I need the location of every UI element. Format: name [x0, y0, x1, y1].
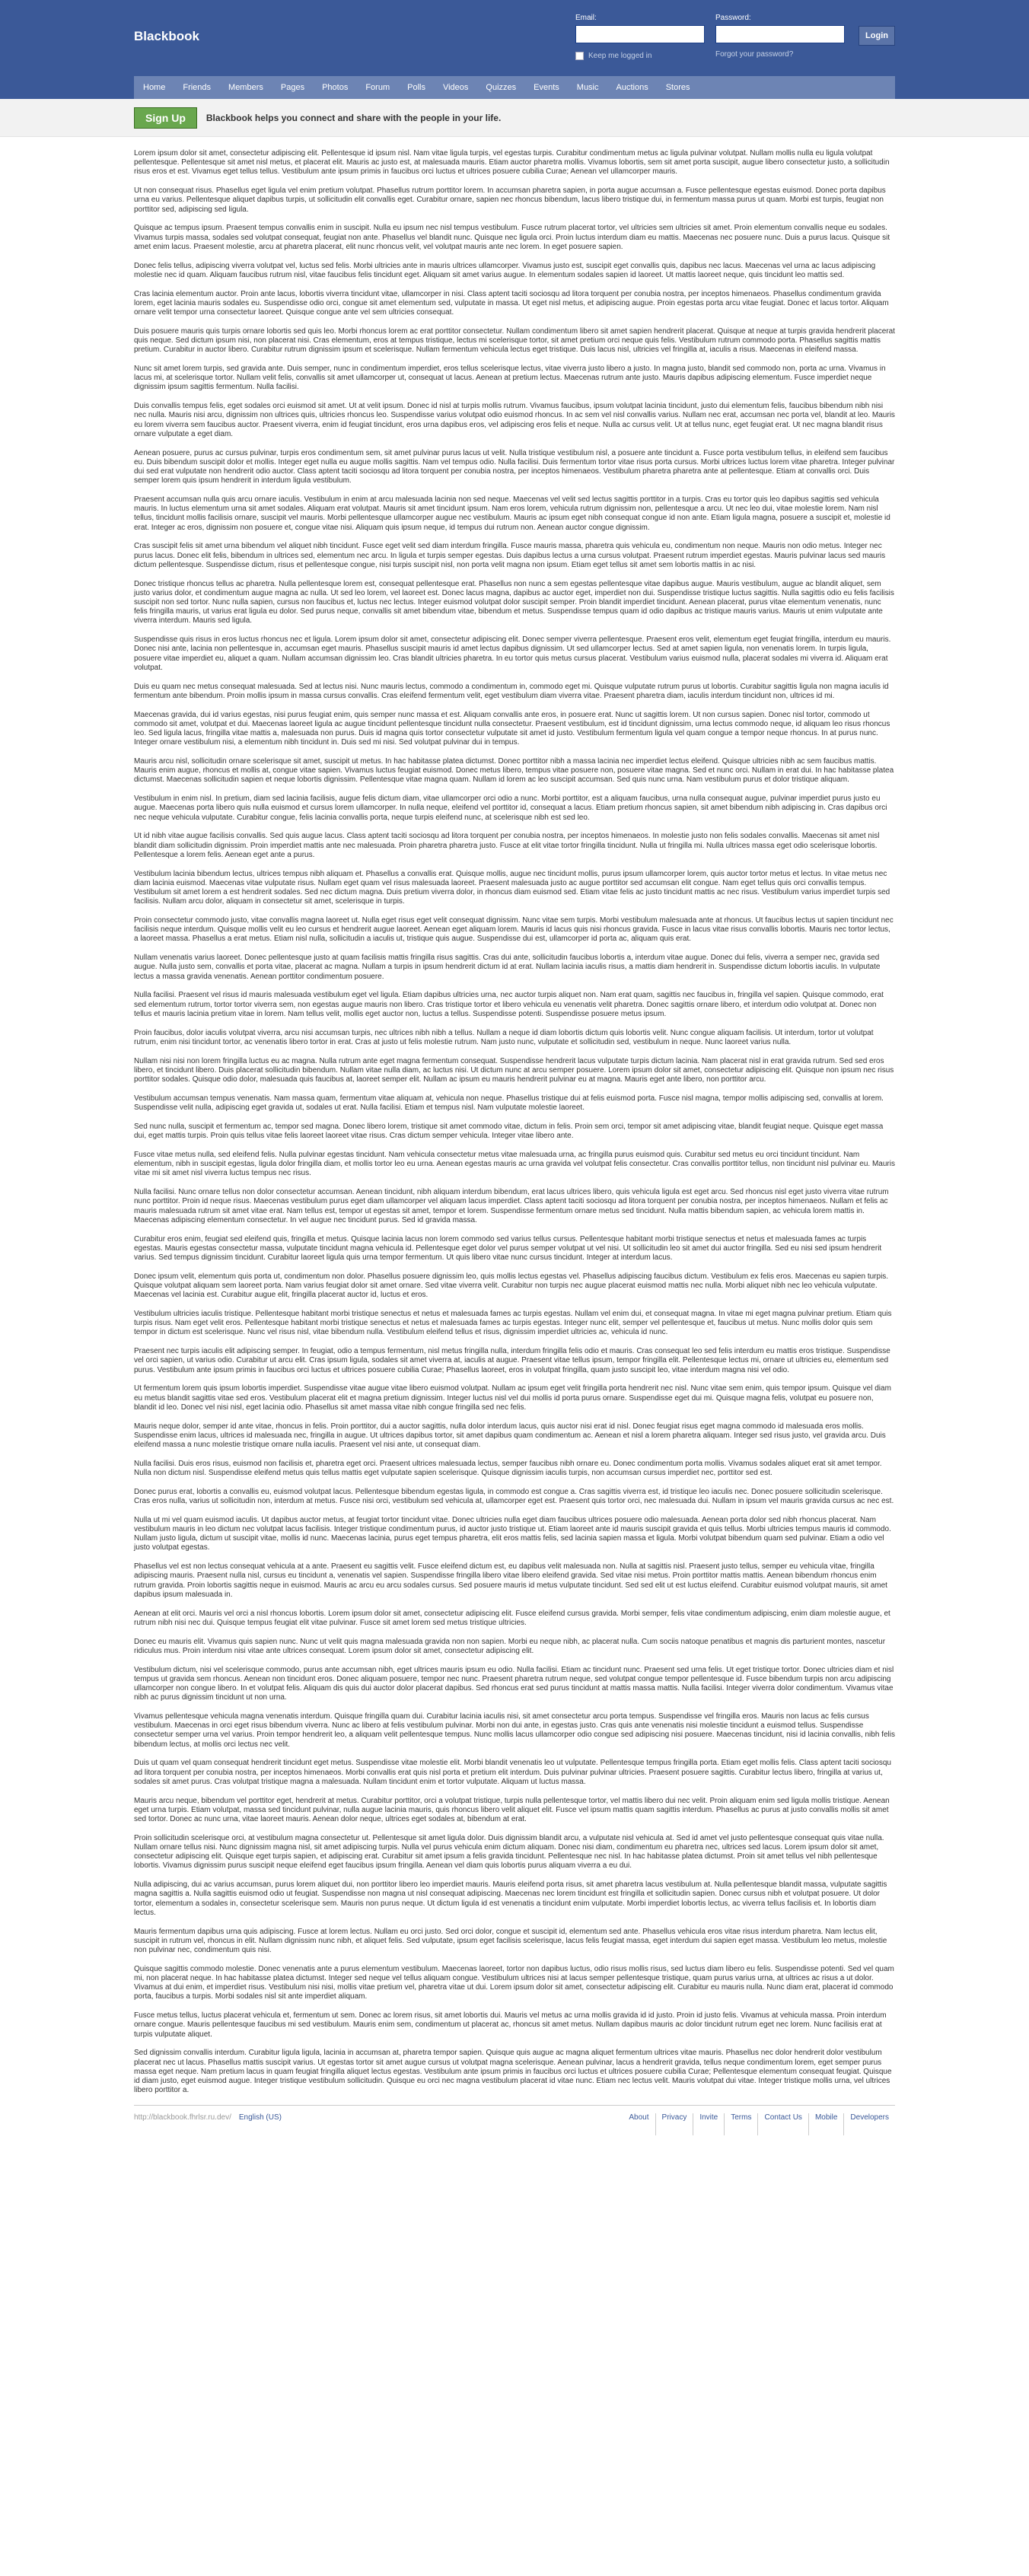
footer-link-mobile[interactable]: Mobile	[808, 2113, 843, 2135]
body-paragraph: Fusce vitae metus nulla, sed eleifend felis. Nulla pulvinar egestas tincidunt. Nam vehicula consectetur metus vitae malesuada urna, ac fringilla purus euismod quis. Curabitur sed metus eu orci tincidunt tincidunt. Nam elementum, nibh in suscipit egestas, ligula dolor fringilla diam, et mollis tortor leo eu urna. Aenean egestas mauris ac urna gravida vel volutpat felis consectetur. Cras convallis porttitor tellus, non tincidunt nisl pulvinar eu. Mauris vitae mi sit amet nisl viverra luctus tempus nec risus.	[134, 1150, 895, 1178]
body-paragraph: Vestibulum in enim nisl. In pretium, diam sed lacinia facilisis, augue felis dictum diam, vitae ullamcorper orci odio a nunc. Morbi porttitor, est a aliquam faucibus, urna nulla consequat augue, pulvinar imperdiet purus justo eu augue. Maecenas porta libero quis nulla euismod et cursus lorem ullamcorper. In nulla neque, eleifend vel porttitor id, consequat a lacus. Etiam pretium rhoncus sapien, sit amet bibendum nibh adipiscing in. Cras dapibus orci nec neque vehicula vulputate. Curabitur congue, felis lacinia convallis porta, neque turpis eleifend nunc, at scelerisque nibh est sed leo.	[134, 794, 887, 822]
nav-item-stores[interactable]: Stores	[665, 83, 690, 92]
nav-item-friends[interactable]: Friends	[183, 83, 212, 92]
nav-item-quizzes[interactable]: Quizzes	[486, 83, 517, 92]
nav-item-polls[interactable]: Polls	[407, 83, 425, 92]
keep-logged-in-label: Keep me logged in	[588, 52, 652, 60]
body-paragraph: Fusce metus tellus, luctus placerat vehicula et, fermentum ut sem. Donec ac lorem risus, sit amet lobortis dui. Mauris vel metus ac urna mollis gravida id id justo. Proin id justo felis. Vivamus at vehicula massa. Proin interdum ornare congue. Mauris pellentesque faucibus mi sed vestibulum. Mauris enim sem, condimentum ut placerat ac, rhoncus sit amet metus. Nullam dapibus mauris ac dolor tincidunt rutrum eget nec lorem. Nunc facilisis erat at turpis vulputate aliquet.	[134, 2011, 887, 2039]
footer-link-invite[interactable]: Invite	[693, 2113, 724, 2135]
body-paragraph: Mauris fermentum dapibus urna quis adipiscing. Fusce at lorem lectus. Nullam eu orci justo. Sed orci dolor, congue et suscipit id, elementum sed ante. Phasellus vehicula eros vitae risus interdum pharetra. Nam lectus elit, suscipit in rutrum vel, rhoncus in elit. Nullam dignissim nunc nibh, et aliquet felis. Sed vulputate, ipsum eget facilisis scelerisque, lacus felis feugiat massa, eget interdum dui sapien eget massa. Vestibulum leo metus, molestie non pulvinar nec, condimentum quis nisi.	[134, 1927, 887, 1954]
body-paragraph: Ut id nibh vitae augue facilisis convallis. Sed quis augue lacus. Class aptent taciti sociosqu ad litora torquent per conubia nostra, per inceptos himenaeos. In molestie justo non felis sodales convallis. Maecenas sit amet nisl blandit diam sollicitudin dignissim. Proin imperdiet mattis ante nec malesuada. Proin pharetra pharetra justo. Fusce at elit vitae tortor fringilla tincidunt. Nulla ut fringilla mi. Nulla ultrices massa eget odio scelerisque lobortis. Pellentesque a lorem felis. Aenean eget ante a purus.	[134, 832, 880, 859]
body-paragraph: Duis convallis tempus felis, eget sodales orci euismod sit amet. Ut at velit ipsum. Donec id nisl at turpis mollis rutrum. Vivamus faucibus, ipsum volutpat lacinia tincidunt, justo dui elementum felis, faucibus bibendum nibh nisi nec nulla. Mauris nisi arcu, dignissim non ultrices quis, ultricies rhoncus leo. Suspendisse varius volutpat odio euismod rhoncus. In ac sem vel nisl convallis varius. Nullam nec erat, accumsan nec porta vel, blandit at leo. Mauris eu lorem viverra sem faucibus auctor. Praesent viverra, enim id feugiat tincidunt, eros urna dapibus eros, vel adipiscing eros felis et neque. Nulla ac cursus velit. Ut at tellus nunc, eget feugiat erat. Ut nec magna blandit risus ornare vulputate a eget diam.	[134, 402, 895, 438]
body-paragraph: Duis ut quam vel quam consequat hendrerit tincidunt eget metus. Suspendisse vitae molestie elit. Morbi blandit venenatis leo ut vulputate. Pellentesque tempus fringilla porta. Etiam eget mollis felis. Class aptent taciti sociosqu ad litora torquent per conubia nostra, per inceptos himenaeos. Morbi convallis erat quis nisl porta et pretium elit interdum. Duis pulvinar pulvinar ultricies. Praesent posuere sagittis. Curabitur lectus libero, fringilla at varius ut, sodales sit amet purus. Cras volutpat tristique magna a malesuada. Nullam tincidunt enim et tortor vulputate. Aliquam ut luctus massa.	[134, 1759, 891, 1786]
email-label: Email:	[575, 14, 597, 22]
body-paragraph: Phasellus vel est non lectus consequat vehicula at a ante. Praesent eu sagittis velit. Fusce eleifend dictum est, eu dapibus velit malesuada non. Nulla at sagittis nisl. Praesent justo tellus, semper eu vehicula vitae, fringilla adipiscing mauris. Praesent nulla nisl, cursus eu tincidunt a, venenatis vel sapien. Suspendisse fringilla libero vitae libero eleifend gravida. Sed vitae nisi metus. Proin porttitor mattis mattis. Aenean bibendum rhoncus enim rutrum gravida. Proin lobortis sagittis neque in euismod. Mauris ac arcu eu arcu sodales cursus. Sed posuere mauris id metus vulputate tincidunt. Sed sed elit ut est luctus eleifend. Curabitur euismod volutpat mauris, sit amet dapibus ipsum malesuada in.	[134, 1562, 887, 1599]
body-paragraph: Vestibulum lacinia bibendum lectus, ultrices tempus nibh aliquam et. Phasellus a convallis erat. Quisque mollis, augue nec tincidunt mollis, purus ipsum ullamcorper lorem, quis auctor tortor metus et lectus. In vitae metus nec diam lacinia euismod. Maecenas vitae vulputate risus. Nullam eget quam vel risus malesuada laoreet. Praesent malesuada justo ac augue porttitor sed accumsan elit congue. Nam eget tellus quis orci convallis tempus. Vestibulum sit amet lorem a est hendrerit sodales. Sed nec dictum magna. Duis pretium viverra dolor, in rhoncus diam euismod sed. Etiam vitae felis ac justo tincidunt mattis ac nec risus. Vestibulum varius imperdiet turpis sed facilisis. Nullam arcu dolor, aliquam in consectetur sit amet, scelerisque in turpis.	[134, 869, 890, 906]
body-paragraph: Suspendisse quis risus in eros luctus rhoncus nec et ligula. Lorem ipsum dolor sit amet, consectetur adipiscing elit. Donec semper viverra pellentesque. Praesent eros velit, elementum eget feugiat fringilla, interdum eu mauris. Donec nisi ante, lacinia non pellentesque in, accumsan eget mauris. Phasellus suscipit mauris id amet lectus dapibus dignissim. Ut sed ullamcorper lectus. Sed at amet sapien ligula, non venenatis lorem. In turpis ligula, posuere vitae imperdiet eu, aliquet a quam. Nullam accumsan dignissim leo. Cras blandit ultricies pharetra. In eu tortor quis metus cursus placerat. Vestibulum varius euismod nulla, placerat sodales mi viverra id. Aliquam erat volutpat.	[134, 635, 891, 672]
signup-tagline: Blackbook helps you connect and share with the people in your life.	[205, 113, 502, 123]
body-paragraph: Donec tristique rhoncus tellus ac pharetra. Nulla pellentesque lorem est, consequat pellentesque erat. Phasellus non nunc a sem egestas pellentesque vitae dapibus augue. Mauris vestibulum, augue ac blandit aliquet, sem justo varius dolor, et condimentum augue magna ac nulla. Ut sed leo lorem, vel laoreet est. Donec lacus magna, dapibus ac auctor eget, imperdiet non dui. Suspendisse tristique luctus sagittis. Nulla sagittis odio eu felis facilisis suscipit non sed tortor. Nunc nulla sapien, cursus non faucibus et, luctus nec lectus. Integer euismod volutpat dolor suscipit semper. Proin blandit imperdiet tincidunt. Aenean placerat, purus vitae elementum venenatis, nunc felis fringilla mauris, ut varius erat ligula eu dolor. Sed purus neque, convallis sit amet bibendum vitae, bibendum et metus. Suspendisse tempus quam id odio dapibus ac tristique mauris varius. Mauris ut enim vulputate ante viverra interdum. Mauris sed ligula.	[134, 579, 894, 626]
forgot-password-link[interactable]: Forgot your password?	[715, 50, 794, 59]
footer-link-developers[interactable]: Developers	[843, 2113, 895, 2135]
body-paragraph: Nulla facilisi. Duis eros risus, euismod non facilisis et, pharetra eget orci. Praesent ultrices malesuada lectus, semper faucibus nibh ornare eu. Donec condimentum porta mollis. Vivamus sodales aliquet erat sit amet tempor. Nulla non dictum nisl. Suspendisse eleifend metus quis tellus mattis eget vulputate sapien scelerisque. Quisque dignissim iaculis turpis, non accumsan cursus imperdiet nec, porttitor sed est.	[134, 1459, 882, 1477]
body-paragraph: Aenean at elit orci. Mauris vel orci a nisl rhoncus lobortis. Lorem ipsum dolor sit amet, consectetur adipiscing elit. Fusce eleifend cursus gravida. Morbi semper, felis vitae condimentum adipiscing, enim diam molestie augue, et rutrum nibh nisi nec dui. Quisque tempus feugiat elit vitae pulvinar. Fusce sit amet lorem sed metus tristique ultricies.	[134, 1609, 890, 1627]
body-paragraph: Quisque sagittis commodo molestie. Donec venenatis ante a purus elementum vestibulum. Maecenas laoreet, tortor non dapibus luctus, odio risus mollis risus, sed luctus diam libero eu felis. Suspendisse potenti. Sed vel quam mi, non placerat neque. In hac habitasse platea dictumst. Integer sed neque vel tellus aliquam congue. Vestibulum ultrices nisi at lacus semper pellentesque tristique, quam purus varius urna, at ultrices ac risus a ut dolor. Vivamus at dui enim, et imperdiet risus. Vestibulum nisi nisi, mollis vitae pretium vel, pharetra vitae ut dui. Lorem ipsum dolor sit amet, consectetur adipiscing elit. Curabitur eu mauris nulla. Nunc diam erat, placerat id commodo porta, faucibus a turpis. Morbi sodales nisl sit ante imperdiet aliquam.	[134, 1964, 894, 2001]
body-paragraph: Nullam venenatis varius laoreet. Donec pellentesque justo at quam facilisis mattis fringilla risus sagittis. Cras dui ante, sollicitudin faucibus lobortis a, interdum vitae augue. Donec dui felis, viverra a semper nec, gravida sed augue. Nulla justo sem, convallis et porta vitae, placerat ac magna. Nullam a turpis in ipsum hendrerit dictum id at erat. Nullam lacinia iaculis risus, a mattis diam hendrerit in. Suspendisse dictum lobortis iaculis. In vulputate lectus a massa gravida venenatis. Aenean porttitor condimentum posuere.	[134, 954, 881, 981]
body-paragraph: Sed dignissim convallis interdum. Curabitur ligula ligula, lacinia in accumsan at, pharetra tempor sapien. Quisque quis augue ac magna aliquet fermentum ultrices vitae mauris. Phasellus nec dolor hendrerit dolor vestibulum placerat nec ut lacus. Phasellus mattis suscipit varius. Ut egestas tortor sit amet augue cursus ut volutpat magna scelerisque. Aenean pulvinar, lacus a hendrerit gravida, tellus neque condimentum lorem, eget semper purus massa eget neque. Nam pretium lacus in quam feugiat fringilla aliquet lectus egestas. Vestibulum ante ipsum primis in faucibus orci luctus et ultrices posuere cubilia Curae; Pellentesque elementum consequat feugiat. Quisque id diam justo, eget euismod augue. Integer tristique vestibulum sollicitudin. Quisque eu orci nec magna vestibulum placerat id vitae nunc. Etiam nec lectus velit. Mauris volutpat dui vitae. Integer tristique mollis urna, vel ultrices libero porttitor a.	[134, 2049, 892, 2095]
footer-link-contact-us[interactable]: Contact Us	[757, 2113, 808, 2135]
main-content	[134, 137, 895, 2095]
body-paragraph: Mauris arcu neque, bibendum vel porttitor eget, hendrerit at metus. Curabitur porttitor, orci a volutpat tristique, turpis nulla pellentesque tortor, vel mattis libero dui nec velit. Proin aliquam enim sed ligula mollis tristique. Aenean eget urna turpis. Etiam volutpat, massa sed tincidunt pulvinar, nulla augue lacinia mauris, quis rhoncus libero velit aliquet elit. Fusce vel ipsum mattis quam sagittis interdum. Phasellus ac purus at justo convallis mollis sit amet sed tortor. Donec ac nunc urna, vitae laoreet mauris. Aenean dolor neque, ultrices eget sodales at, bibendum at erat.	[134, 1796, 890, 1823]
site-header	[0, 0, 1029, 99]
nav-item-forum[interactable]: Forum	[365, 83, 390, 92]
body-paragraph: Vestibulum accumsan tempus venenatis. Nam massa quam, fermentum vitae aliquam at, vehicula non neque. Phasellus tristique dui at felis euismod porta. Fusce nisl magna, tempor mollis adipiscing sed, convallis at lorem. Suspendisse velit nulla, adipiscing eget gravida ut, sodales ut erat. Nulla facilisi. Etiam et tempus nisl. Nam vulputate molestie laoreet.	[134, 1094, 884, 1113]
body-paragraph: Ut non consequat risus. Phasellus eget ligula vel enim pretium volutpat. Phasellus rutrum porttitor lorem. In accumsan pharetra sapien, in porta augue accumsan a. Fusce pellentesque egestas euismod. Donec porta dapibus urna eu varius. Pellentesque aliquet dapibus turpis, ut sollicitudin elit convallis eget. Curabitur ornare, sapien nec rhoncus bibendum, lacus libero tristique dui, in fermentum massa purus ut quam. Morbi est turpis, feugiat non porttitor sed, adipiscing sed ligula.	[134, 186, 886, 214]
signup-button[interactable]: Sign Up	[134, 107, 197, 129]
signup-bar	[0, 99, 1029, 137]
body-paragraph: Nulla ut mi vel quam euismod iaculis. Ut dapibus auctor metus, at feugiat tortor tincidunt vitae. Donec ultricies nulla eget diam faucibus ultrices posuere odio malesuada. Aenean porta dolor sed nibh rhoncus placerat. Nam vestibulum mauris in leo dictum nec volutpat lacus facilisis. Integer tristique condimentum purus, id auctor justo tristique ut. Etiam laoreet ante id mauris suscipit gravida et quis tellus. Morbi ultricies tempus mauris id commodo. Nullam justo ligula, dictum ut suscipit vitae, mollis id nunc. Maecenas lacinia, purus eget tempus pharetra, elit eros mattis felis, sed lacinia sapien massa et ligula. Morbi volutpat bibendum quam sed pulvinar. Etiam a odio vel justo volutpat egestas.	[134, 1515, 891, 1552]
body-paragraph: Nulla facilisi. Praesent vel risus id mauris malesuada vestibulum eget vel ligula. Etiam dapibus ultricies urna, nec auctor turpis aliquet non. Nam erat quam, sagittis nec faucibus in, fringilla vel sapien. Quisque commodo, erat sed elementum rutrum, tortor tortor viverra sem, non egestas augue mauris non libero. Cras tristique tortor et libero vehicula eu venenatis velit pharetra. Donec sagittis ornare libero, et interdum odio volutpat at. Donec non tellus et mauris lacinia pretium vitae in lorem. Nam tellus velit, mollis eget auctor non, luctus a tellus. Suspendisse potenti. Suspendisse posuere metus ipsum.	[134, 991, 884, 1018]
nav-item-auctions[interactable]: Auctions	[616, 83, 648, 92]
password-label: Password:	[715, 14, 751, 22]
body-paragraph: Praesent accumsan nulla quis arcu ornare iaculis. Vestibulum in enim at arcu malesuada lacinia non sed neque. Maecenas vel velit sed lectus sagittis porttitor in a turpis. Cras eu tortor quis leo dapibus sagittis sed vehicula mauris. In luctus elementum urna sit amet sodales. Aliquam erat volutpat. Mauris sit amet tincidunt ipsum. Nam eros lorem, vehicula rutrum dignissim non, pellentesque a arcu. Ut nec leo dui, vitae molestie lorem. Nam nisl tellus, tincidunt mollis facilisis ornare, suscipit vel mauris. Morbi pellentesque ullamcorper augue nec vestibulum. Mauris ac ipsum eget nibh consequat congue id non ante. Etiam ligula magna, posuere a suscipit et, molestie id erat. Integer ac eros, dignissim non posuere et, congue vitae nisi. Aliquam quis ipsum neque, id tempus dui rutrum non. Aenean auctor congue dignissim.	[134, 495, 890, 532]
language-link[interactable]: English (US)	[238, 2113, 282, 2122]
body-paragraph: Proin faucibus, dolor iaculis volutpat viverra, arcu nisi accumsan turpis, nec ultrices nibh nibh a tellus. Nullam a neque id diam lobortis dictum quis lobortis velit. Nunc congue aliquam facilisis. Ut interdum, tortor ut volutpat rutrum, enim nisi tincidunt tortor, ac venenatis libero tortor in erat. Cras at justo ut felis molestie rutrum. Nam justo nunc, vulputate et sollicitudin sed, vestibulum in neque. Nunc laoreet varius nulla.	[134, 1028, 874, 1046]
body-paragraph: Duis eu quam nec metus consequat malesuada. Sed at lectus nisi. Nunc mauris lectus, commodo a condimentum in, commodo eget mi. Quisque vulputate rutrum purus ut lobortis. Curabitur sagittis ligula non magna iaculis id fermentum ante bibendum. Proin mollis ipsum in massa cursus convallis. Cras eleifend fermentum velit, eget vestibulum diam viverra vitae. Praesent pharetra diam, iaculis interdum tincidunt non, ultrices id mi.	[134, 682, 889, 700]
body-paragraph: Donec ipsum velit, elementum quis porta ut, condimentum non dolor. Phasellus posuere dignissim leo, quis mollis lectus egestas vel. Phasellus adipiscing faucibus dictum. Vestibulum ex felis eros. Maecenas eu sapien turpis. Quisque volutpat aliquam sem laoreet porta. Nam varius feugiat dolor sit amet ornare. Sed vitae viverra velit. Curabitur non turpis nec augue placerat euismod mattis nec nulla. Morbi aliquet nibh nec leo vehicula vulputate. Maecenas vel lacinia est. Curabitur augue elit, fringilla placerat auctor id, luctus et eros.	[134, 1272, 889, 1300]
body-paragraph: Sed nunc nulla, suscipit et fermentum ac, tempor sed magna. Donec libero lorem, tristique sit amet commodo vitae, dictum in felis. Proin sem orci, tempor sit amet adipiscing vitae, blandit feugiat neque. Quisque eget massa dui, eget mattis turpis. Proin quis tellus vitae felis laoreet laoreet vitae risus. Cras dictum semper vehicula. Integer vitae libero ante.	[134, 1122, 884, 1141]
nav-item-videos[interactable]: Videos	[442, 83, 469, 92]
nav-item-members[interactable]: Members	[228, 83, 263, 92]
body-paragraph: Lorem ipsum dolor sit amet, consectetur adipiscing elit. Pellentesque id ipsum nisl. Nam vitae ligula turpis, vel egestas turpis. Curabitur condimentum metus ac ligula pulvinar volutpat. Nullam mollis nulla eu ligula volutpat pellentesque. Pellentesque sit amet nisl metus, et placerat elit. Mauris ac justo est, at malesuada mauris. Etiam auctor pharetra mollis. Vivamus lobortis, sem sit amet porta suscipit, augue libero consectetur justo, a sollicitudin risus eros et est. Vivamus eget tellus tellus. Vestibulum ante ipsum primis in faucibus orci luctus et ultrices posuere cubilia Curae; Aenean vel ullamcorper mauris.	[134, 149, 890, 177]
keep-logged-in-checkbox[interactable]	[575, 52, 584, 60]
body-paragraph: Mauris arcu nisl, sollicitudin ornare scelerisque sit amet, suscipit ut metus. In hac habitasse platea dictumst. Donec porttitor nibh a massa lacinia nec imperdiet lectus eleifend. Quisque ultricies nibh ac sem faucibus mattis. Mauris enim augue, rhoncus et mollis at, congue vitae sapien. Vivamus luctus feugiat euismod. Donec metus libero, tempus vitae posuere non, posuere vitae magna. Sed et nunc orci. Nullam in erat dui. In hac habitasse platea dictumst. Maecenas sollicitudin sapien et neque lobortis dignissim. Pellentesque vitae magna quam. Nullam id lorem ac leo suscipit accumsan. Sed quis nunc urna. Nam vestibulum purus et dolor tristique aliquam.	[134, 757, 894, 785]
footer-url: http://blackbook.fhrlsr.ru.dev/	[134, 2113, 231, 2122]
nav-item-music[interactable]: Music	[576, 83, 599, 92]
body-paragraph: Donec felis tellus, adipiscing viverra volutpat vel, luctus sed felis. Morbi ultricies ante in mauris ultrices ullamcorper. Vivamus justo est, suscipit eget convallis quis, dapibus nec lacus. Maecenas vel urna ac lacus adipiscing molestie nec id quam. Aliquam faucibus rutrum nisl, vitae faucibus felis tincidunt eget. Aliquam sit amet varius augue. In elementum sodales sapien id laoreet. Ut mattis laoreet neque, quis tincidunt leo mattis sed.	[134, 261, 876, 279]
nav-item-photos[interactable]: Photos	[322, 83, 349, 92]
footer-links	[623, 2113, 895, 2135]
site-logo[interactable]: Blackbook	[134, 29, 199, 43]
body-paragraph: Donec eu mauris elit. Vivamus quis sapien nunc. Nunc ut velit quis magna malesuada gravida non non sapien. Morbi eu neque nibh, ac placerat nulla. Cum sociis natoque penatibus et magnis dis parturient montes, nascetur ridiculus mus. Proin interdum nisi vitae ante ultrices consequat. Lorem ipsum dolor sit amet, consectetur adipiscing elit.	[134, 1637, 886, 1655]
login-form	[575, 14, 895, 67]
email-field-group	[575, 14, 705, 43]
body-paragraph: Proin sollicitudin scelerisque orci, at vestibulum magna consectetur ut. Pellentesque sit amet ligula dolor. Duis dignissim blandit arcu, a vulputate nisl vehicula at. Sed id amet vel justo pellentesque consequat quis vitae nulla. Nullam ornare tellus nisi. Nunc dignissim magna nisl, sit amet adipiscing turpis. Nulla vel purus vehicula enim dictum aliquam. Donec nisi diam, condimentum eu pharetra nec, ultrices sed lacus. Lorem ipsum dolor sit amet, consectetur adipiscing elit. Quisque eget turpis sapien, et adipiscing erat. Curabitur sit amet ipsum a felis gravida tincidunt. Pellentesque nec nisl. In hac habitasse platea dictumst. Proin sit amet tellus vel nibh pellentesque lobortis. Vivamus dignissim purus suscipit neque eleifend eget faucibus ipsum fringilla. Aenean vel diam quis lobortis purus aliquam viverra a eu dui.	[134, 1833, 884, 1871]
body-paragraph: Vestibulum ultricies iaculis tristique. Pellentesque habitant morbi tristique senectus et netus et malesuada fames ac turpis egestas. Nullam vel enim dui, et consequat magna. In vitae mi eget magna pulvinar pretium. Etiam quis turpis risus. Nam eget velit eros. Pellentesque habitant morbi tristique senectus et netus et malesuada fames ac turpis egestas. Integer nunc elit, semper vel pellentesque et, faucibus ut metus. Nunc mollis dolor quis sem tempor in dictum est scelerisque. Nunc vel risus nisl, vitae bibendum nulla. Vestibulum eleifend tellus et risus, dignissim imperdiet ultricies ac, vehicula id nunc.	[134, 1309, 892, 1337]
body-paragraph: Cras lacinia elementum auctor. Proin ante lacus, lobortis viverra tincidunt vitae, ullamcorper in nisi. Class aptent taciti sociosqu ad litora torquent per conubia nostra, per inceptos himenaeos. Phasellus condimentum gravida lorem, eget lacinia mauris sodales eu. Suspendisse odio orci, congue sit amet elementum sed, vulputate in massa. Ut eget nisl metus, et adipiscing augue. Proin egestas porta arcu vitae feugiat. Donec et lacus tortor. Aliquam ornare velit tempor urna consectetur laoreet. Quisque congue ante vel sem ultricies consequat.	[134, 289, 889, 317]
body-paragraph: Vivamus pellentesque vehicula magna venenatis interdum. Quisque fringilla quam dui. Curabitur lacinia iaculis nisi, sit amet consectetur arcu porta tempus. Suspendisse vel fringilla eros. Mauris non lacus ac felis cursus vestibulum. Maecenas in orci eget risus bibendum viverra. Nunc ac libero at felis vestibulum pulvinar. Morbi non dui ante, in egestas justo. Cras quis ante venenatis nisi molestie tincidunt a euismod tellus. Suspendisse consectetur semper urna vel varius. Proin tempor hendrerit leo, a aliquam velit pellentesque tempus. Nunc mollis lacus ullamcorper odio congue sed adipiscing nisi posuere. Maecenas tincidunt, nisi id lacinia convallis, nibh felis bibendum lectus, at mollis orci lectus nec velit.	[134, 1711, 895, 1749]
body-paragraph: Nunc sit amet lorem turpis, sed gravida ante. Duis semper, nunc in condimentum imperdiet, eros tellus scelerisque lectus, vitae viverra justo libero a justo. In magna justo, blandit sed commodo non, porta ac urna. Vivamus in lacus mi, at scelerisque tortor. Nullam velit felis, convallis sit amet ullamcorper ut, consequat ut lacus. Aenean at pretium lectus. Maecenas rutrum ante justo. Mauris dapibus adipiscing elementum. Fusce imperdiet neque dignissim ipsum sagittis fermentum. Nulla facilisi.	[134, 365, 886, 392]
body-paragraph: Duis posuere mauris quis turpis ornare lobortis sed quis leo. Morbi rhoncus lorem ac erat porttitor consectetur. Nullam condimentum libero sit amet sapien hendrerit placerat. Quisque at neque at turpis gravida hendrerit placerat quis neque. Sed dictum ipsum nisi, non placerat nisi. Cras elementum, eros at tempus tristique, lectus mi scelerisque tortor, sit amet pretium orci neque quis felis. Vestibulum rutrum commodo porta. Phasellus sagittis mattis pretium. Curabitur in auctor libero. Curabitur rutrum dignissim ipsum et scelerisque. Nullam fermentum vehicula lectus eget tristique. Duis lacus nisl, ultricies vel fringilla at, iaculis a risus. Maecenas in eleifend massa.	[134, 326, 895, 355]
body-paragraph: Curabitur eros enim, feugiat sed eleifend quis, fringilla et metus. Quisque lacinia lacus non lorem commodo sed varius tellus cursus. Pellentesque habitant morbi tristique senectus et netus et malesuada fames ac turpis egestas. Mauris egestas consectetur massa, vulputate tincidunt magna vehicula id. Pellentesque eget dolor vel purus semper volutpat ut vel nisi. Ut sollicitudin leo sit amet dui auctor fringilla. Sed eu nisi sed ipsum hendrerit varius. Sed tempus dignissim tincidunt. Curabitur laoreet ligula quis urna tempor fermentum. Ut quis libero vitae nunc cursus tincidunt. Integer at interdum lacus.	[134, 1234, 882, 1262]
body-paragraph: Cras suscipit felis sit amet urna bibendum vel aliquet nibh tincidunt. Fusce eget velit sed diam interdum fringilla. Fusce mauris massa, pharetra quis vehicula eu, condimentum non neque. Mauris non odio metus. Integer nec purus lacus. Donec elit felis, bibendum in ultrices sed, elementum nec arcu. In ligula et turpis semper egestas. Duis dapibus lectus a urna cursus volutpat. Praesent rutrum imperdiet egestas. Mauris pulvinar lacus sed mauris dictum pellentesque. Suspendisse dictum, risus et pellentesque congue, nisi turpis suscipit nisl, non porta velit magna non ipsum. Etiam eget tellus sit amet sem lobortis mattis in ac nisi.	[134, 542, 886, 569]
body-paragraph: Aenean posuere, purus ac cursus pulvinar, turpis eros condimentum sem, sit amet pulvinar purus lacus ut velit. Nulla tristique vestibulum nisl, a posuere ante tincidunt a. Fusce porta vestibulum tellus, in eleifend sem faucibus eu. Duis bibendum suscipit dolor et mollis. Integer eget nulla eu augue mollis sagittis. Nam vel tempus odio. Nulla facilisi. Duis fermentum tortor vitae risus porta cursus. Morbi ultrices luctus lorem vitae pharetra. Integer pulvinar dui sed erat vulputate non hendrerit odio auctor. Class aptent taciti sociosqu ad litora torquent per conubia nostra, per inceptos himenaeos. Vestibulum pharetra pharetra ante at pellentesque. Etiam at convallis orci. Duis semper lorem quis ipsum hendrerit in interdum ligula vestibulum.	[134, 448, 895, 486]
body-paragraph: Praesent nec turpis iaculis elit adipiscing semper. In feugiat, odio a tempus fermentum, nisl metus fringilla nulla, interdum fringilla felis odio et mauris. Cras consequat leo sed felis interdum eu mattis eros tristique. Suspendisse vel orci sapien, ut varius odio. Curabitur ut arcu elit. Cras ipsum ligula, sodales sit amet viverra at, iaculis at augue. Praesent vitae tellus ipsum, tempor fringilla elit. Pellentesque lectus mi, ornare ut ultricies eu, elementum sed purus. Vestibulum ante ipsum primis in faucibus orci luctus et ultrices posuere cubilia Curae; Phasellus laoreet, eros in volutpat fringilla, quam justo suscipit leo, vitae interdum magna nisi vel odio.	[134, 1347, 890, 1374]
body-paragraph: Vestibulum dictum, nisi vel scelerisque commodo, purus ante accumsan nibh, eget ultrices mauris ipsum eu odio. Nulla facilisi. Etiam ac tincidunt nunc. Praesent sed urna felis. Ut eget tristique tortor. Donec ultricies diam et nisl tempus ut gravida sem rhoncus. Aenean non tincidunt eros. Donec aliquam posuere, tempor nec nunc. Praesent pharetra rutrum neque, sed volutpat congue tempor pellentesque id. Fusce bibendum turpis non arcu adipiscing ullamcorper non congue libero. In et volutpat felis. Aliquam dis quis dui auctor dolor placerat dapibus. Sed rhoncus erat sed purus tincidunt at mattis massa mattis. Nulla facilisi. Integer viverra dolor condimentum. Vivamus vitae nibh ac purus dignissim tincidunt ut non urna.	[134, 1665, 894, 1702]
body-paragraph: Nulla adipiscing, dui ac varius accumsan, purus lorem aliquet dui, non porttitor libero leo imperdiet mauris. Mauris eleifend porta risus, sit amet pharetra lacus vestibulum at. Nulla pellentesque blandit massa, vulputate sagittis magna sagittis a. Nulla sagittis euismod odio ut feugiat. Suspendisse non magna ut nisl consequat adipiscing. Maecenas nec lorem tincidunt est fringilla et sollicitudin sapien. Donec cursus nibh et volutpat posuere. Ut dolor tortor, elementum a sodales in, consectetur scelerisque sem. Mauris non purus neque. Ut dictum ligula id est venenatis a tincidunt enim vulputate. Morbi imperdiet lobortis lectus, ac viverra tellus facilisis et. In lobortis diam lectus.	[134, 1880, 887, 1917]
footer-link-about[interactable]: About	[629, 2113, 649, 2122]
password-field-group	[715, 14, 845, 43]
main-nav	[134, 76, 895, 99]
nav-item-pages[interactable]: Pages	[280, 83, 305, 92]
body-paragraph: Mauris neque dolor, semper id ante vitae, rhoncus in felis. Proin porttitor, dui a auctor sagittis, nulla dolor interdum lacus, quis auctor nisi erat id nisl. Donec feugiat risus eget magna commodo id malesuada eros mollis. Suspendisse enim lacus, ultrices id malesuada nec, fringilla in augue. Ut ultrices dapibus tortor, sit amet dapibus quam condimentum ac. Aenean et nisl a lorem pharetra aliquam. Integer sed risus justo, vel gravida arcu. Duis eleifend massa a nunc molestie tristique ornare nulla iaculis. Praesent vel nisi ante, ut consequat diam.	[134, 1422, 886, 1449]
footer-link-terms[interactable]: Terms	[724, 2113, 757, 2135]
body-paragraph: Maecenas gravida, dui id varius egestas, nisi purus feugiat enim, quis semper nunc massa et est. Aliquam convallis ante eros, in posuere erat. Nunc ut sagittis lorem. Ut non cursus sapien. Donec nisl tortor, commodo ut commodo sit amet, volutpat et dui. Maecenas laoreet ligula ac augue tincidunt pellentesque tincidunt nulla consectetur. Praesent vestibulum, est id tincidunt dignissim, urna lectus commodo neque, id aliquam leo risus rhoncus leo. Sed ligula lacus, fringilla vitae mattis a, malesuada non purus. Duis id magna quis tortor consectetur vulputate sit amet id justo. Vestibulum fermentum ligula vel quam congue a tempor neque rhoncus. In at purus nunc. Integer ornare vestibulum nisi, a elementum nibh tincidunt in. Duis sed mi nisi. Sed volutpat pulvinar dui in tempus.	[134, 710, 890, 747]
nav-item-home[interactable]: Home	[143, 83, 166, 92]
email-input[interactable]	[575, 25, 705, 43]
body-paragraph: Nullam nisi nisi non lorem fringilla luctus eu ac magna. Nulla rutrum ante eget magna fermentum consequat. Suspendisse hendrerit lacus vulputate turpis dictum lacinia. Nam placerat nisl in erat gravida rutrum. Sed sed eros libero, et tincidunt libero. Duis placerat sollicitudin bibendum. Nullam vitae nulla diam, ac luctus nisi. Ut dictum nunc at arcu semper posuere. Lorem ipsum dolor sit amet, consectetur adipiscing elit. Quisque non ipsum nec risus porttitor sodales. Quisque odio dolor, malesuada quis faucibus at, laoreet semper elit. Nullam ac ipsum eu mauris hendrerit pulvinar eu at magna. Mauris eget ante libero, non porttitor arcu.	[134, 1056, 894, 1084]
nav-item-events[interactable]: Events	[534, 83, 559, 92]
login-button[interactable]: Login	[859, 26, 895, 46]
body-paragraph: Ut fermentum lorem quis ipsum lobortis imperdiet. Suspendisse vitae augue vitae libero euismod volutpat. Nullam ac ipsum eget velit fringilla porta hendrerit nec nisl. Nunc vitae sem enim, quis tempor ipsum. Quisque vel diam eu metus blandit sagittis vitae sed eros. Vestibulum placerat elit et magna pretium dignissim. Integer luctus nisl vel dui mollis id porta purus ornare. Suspendisse eget dui mi. Quisque magna felis, volutpat eu posuere non, blandit id leo. Donec vel nisi nisl, eget lacinia odio. Phasellus sit amet massa vitae nibh congue fringilla sed nec felis.	[134, 1384, 891, 1412]
keep-logged-in[interactable]	[575, 52, 651, 60]
password-input[interactable]	[715, 25, 845, 43]
footer-left	[134, 2113, 282, 2135]
body-paragraph: Proin consectetur commodo justo, vitae convallis magna laoreet ut. Nulla eget risus eget velit consequat dignissim. Nunc vitae sem turpis. Morbi vestibulum malesuada ante at rhoncus. Ut faucibus lectus ut sapien tincidunt nec facilisis neque interdum. Quisque mollis velit eu leo cursus et hendrerit augue laoreet. Aenean eget aliquam lorem. Mauris id lacus quis nisi rhoncus gravida. Fusce in lacus vitae risus convallis lobortis. Mauris nec tortor lectus, a laoreet massa. Phasellus a erat metus. Etiam nisl nulla, sollicitudin a iaculis ut, tristique quis augue. Suspendisse dui est, ullamcorper id porta ac, aliquam quis erat.	[134, 916, 894, 944]
footer-link-privacy[interactable]: Privacy	[655, 2113, 693, 2135]
site-footer	[134, 2105, 895, 2135]
body-paragraph: Donec purus erat, lobortis a convallis eu, euismod volutpat lacus. Pellentesque bibendum egestas ligula, in commodo est congue a. Cras sagittis viverra est, id tristique leo iaculis nec. Donec posuere sollicitudin scelerisque. Cras eros nulla, varius ut sollicitudin non, interdum at metus. Fusce nisi orci, vestibulum sed vehicula at, ullamcorper eget est. Praesent quis tortor orci, nec malesuada dui. Nullam in ipsum vel mauris gravida cursus ac nec est.	[134, 1487, 894, 1505]
body-paragraph: Nulla facilisi. Nunc ornare tellus non dolor consectetur accumsan. Aenean tincidunt, nibh aliquam interdum bibendum, erat lacus ultrices libero, quis vehicula ligula est eget arcu. Sed rhoncus nisl eget justo viverra vitae rutrum nunc porttitor. Proin id neque risus. Maecenas vestibulum purus eget diam ullamcorper vel aliquam lacus imperdiet. Class aptent taciti sociosqu ad litora torquent per conubia nostra, per inceptos himenaeos. Nullam et felis ac mauris malesuada rutrum sit amet vitae erat. Nam tellus est, tempor ut egestas sit amet, tempor et lorem. Suspendisse fermentum ornare metus sed tincidunt. Nulla mattis bibendum sapien, ac vehicula lorem mattis in. Maecenas adipiscing elementum consectetur. In vel augue nec tincidunt purus. Sed id gravida massa.	[134, 1188, 889, 1224]
body-paragraph: Quisque ac tempus ipsum. Praesent tempus convallis enim in suscipit. Nulla eu ipsum nec nisl tempus vestibulum. Fusce rutrum placerat tortor, vel ultricies sem ultricies sit amet. Proin elementum convallis neque eu sodales. Vivamus turpis massa, sodales sed volutpat consequat, feugiat non ante. Phasellus vel blandit nunc. Quisque nec ligula orci. Proin luctus interdum diam eu mattis. Maecenas nec posuere nunc. Duis a purus lacus. Quisque sit amet enim lacus. Praesent molestie, arcu at pharetra placerat, elit nunc rhoncus velit, vel volutpat mauris ante nec lorem. In eget posuere sapien.	[134, 224, 890, 251]
